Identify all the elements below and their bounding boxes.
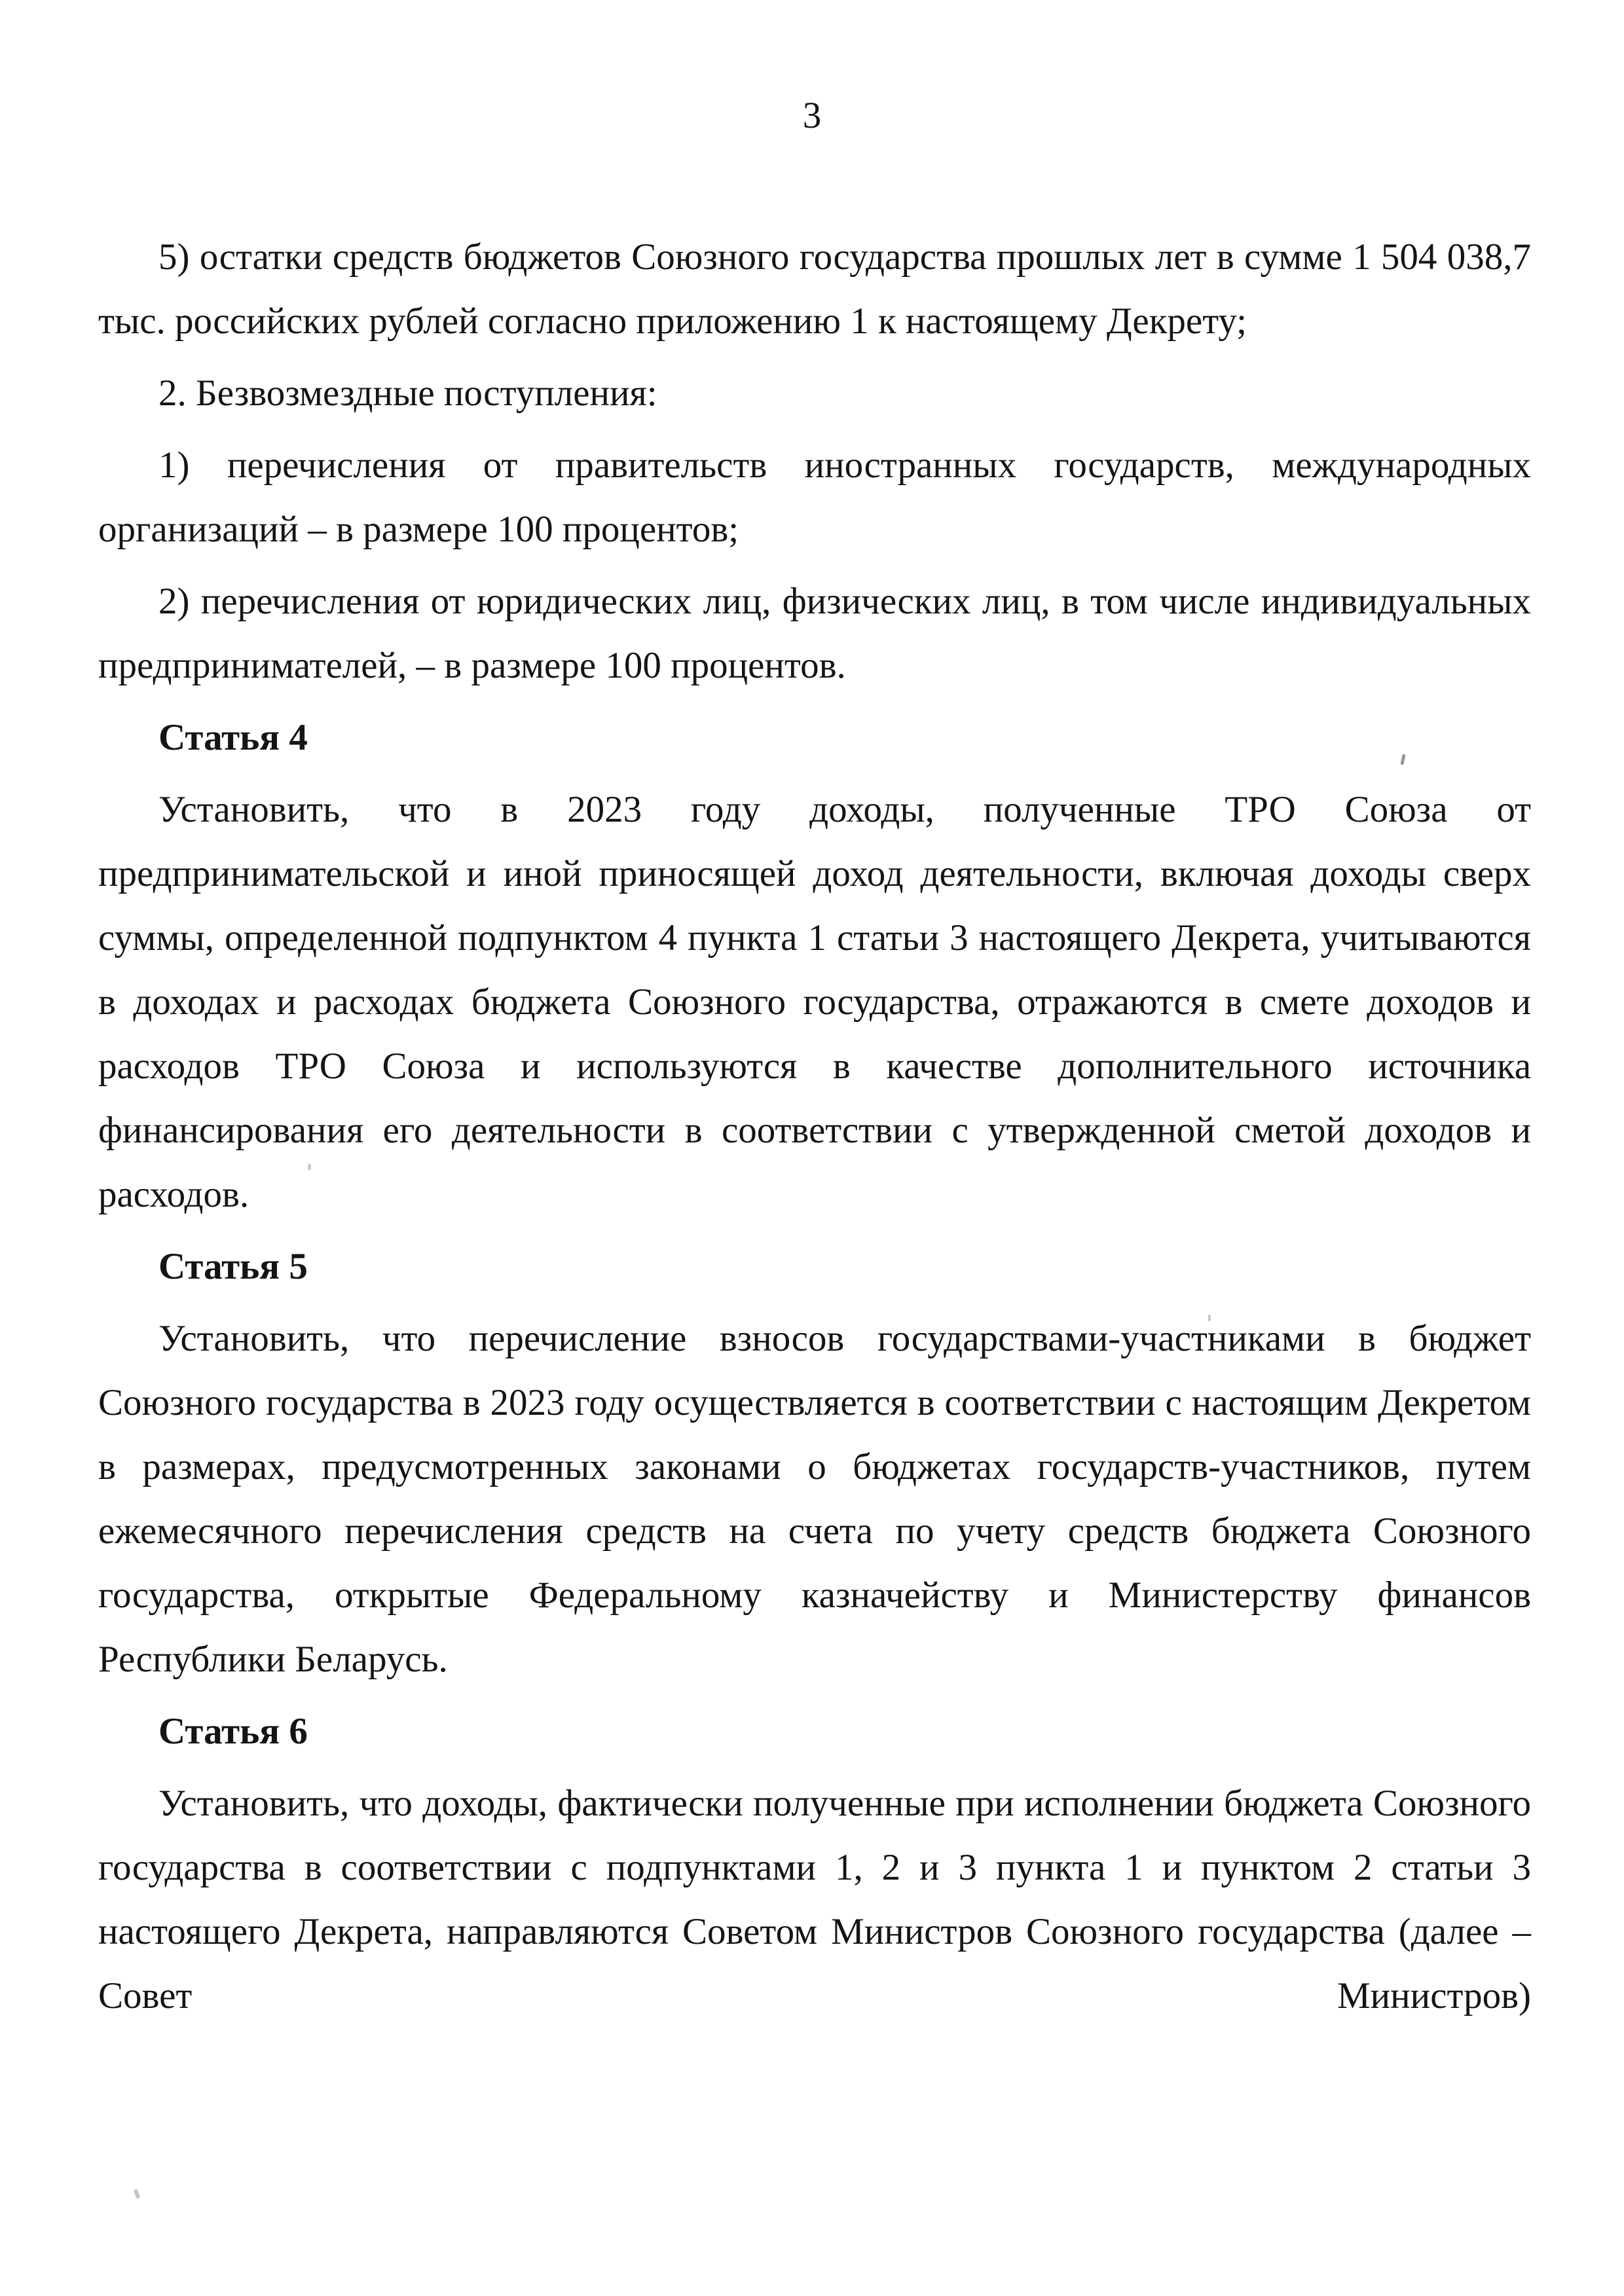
paragraph-subitem-2-transfers-entities: 2) перечисления от юридических лиц, физических лиц, в том числе индивидуальных предпринимателей, – в размере 100 процентов. <box>98 581 1531 686</box>
article-6-heading: Статья 6 <box>158 1711 308 1752</box>
scan-speck <box>1208 1315 1211 1321</box>
document-body <box>98 225 1531 2028</box>
scan-speck <box>308 1164 311 1170</box>
paragraph-subitem-1-transfers-governments: 1) перечисления от правительств иностранных государств, международных организаций – в размере 100 процентов; <box>98 445 1531 550</box>
article-5-body: Установить, что перечисление взносов государствами-участниками в бюджет Союзного государства в 2023 году осуществляется в соответствии с настоящим Декретом в размерах, предусмотренных законами о бюджетах государств-участников, путем ежемесячного перечисления средств на счета по учету средств бюджета Союзного государства, открытые Федеральному казначейству и Министерству финансов Республики Беларусь. <box>98 1318 1531 1680</box>
article-6-body: Установить, что доходы, фактически полученные при исполнении бюджета Союзного государства в соответствии с подпунктами 1, 2 и 3 пункта 1 и пунктом 2 статьи 3 настоящего Декрета, направляются Советом Министров Союзного государства (далее – Совет Министров) <box>98 1783 1531 2016</box>
page-number: 3 <box>802 95 822 136</box>
paragraph-point-2-intro: 2. Безвозмездные поступления: <box>158 373 657 414</box>
article-4-heading: Статья 4 <box>158 717 308 758</box>
article-4-body: Установить, что в 2023 году доходы, полученные ТРО Союза от предпринимательской и иной приносящей доход деятельности, включая доходы сверх суммы, определенной подпунктом 4 пункта 1 статьи 3 настоящего Декрета, учитываются в доходах и расходах бюджета Союзного государства, отражаются в смете доходов и расходов ТРО Союза и используются в качестве дополнительного источника финансирования его деятельности в соответствии с утвержденной сметой доходов и расходов. <box>98 789 1531 1215</box>
scan-speck <box>134 2189 140 2198</box>
paragraph-subitem-5: 5) остатки средств бюджетов Союзного государства прошлых лет в сумме 1 504 038,7 тыс. российских рублей согласно приложению 1 к настоящему Декрету; <box>98 236 1531 342</box>
article-5-heading: Статья 5 <box>158 1246 308 1287</box>
